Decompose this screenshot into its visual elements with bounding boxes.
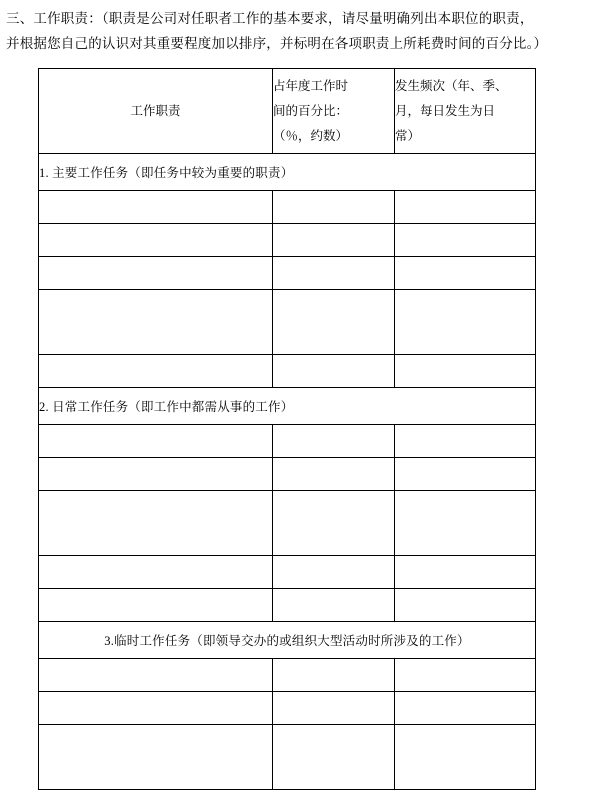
cell-percent[interactable]	[273, 425, 395, 458]
job-duties-table	[38, 68, 536, 790]
cell-percent[interactable]	[273, 257, 395, 290]
cell-frequency[interactable]	[395, 692, 536, 725]
cell-duty[interactable]	[39, 290, 273, 355]
cell-frequency[interactable]	[395, 191, 536, 224]
cell-duty[interactable]	[39, 224, 273, 257]
cell-duty[interactable]	[39, 692, 273, 725]
section-label-main: 1. 主要工作任务（即任务中较为重要的职责）	[39, 154, 536, 191]
table-row[interactable]	[39, 290, 536, 355]
section-header-row-temporary	[39, 622, 536, 659]
intro-line-1: 三、工作职责：（职责是公司对任职者工作的基本要求，请尽量明确列出本职位的职责，	[6, 11, 534, 26]
cell-duty[interactable]	[39, 257, 273, 290]
cell-duty[interactable]	[39, 556, 273, 589]
cell-duty[interactable]	[39, 589, 273, 622]
cell-duty[interactable]	[39, 458, 273, 491]
cell-percent[interactable]	[273, 355, 395, 388]
cell-frequency[interactable]	[395, 290, 536, 355]
cell-frequency[interactable]	[395, 425, 536, 458]
cell-duty[interactable]	[39, 191, 273, 224]
table-row[interactable]	[39, 191, 536, 224]
header-cell-frequency	[395, 69, 536, 154]
cell-duty[interactable]	[39, 725, 273, 790]
table-row[interactable]	[39, 556, 536, 589]
section-label-daily: 2. 日常工作任务（即工作中都需从事的工作）	[39, 388, 536, 425]
cell-frequency[interactable]	[395, 491, 536, 556]
table-row[interactable]	[39, 257, 536, 290]
table-row[interactable]	[39, 425, 536, 458]
cell-percent[interactable]	[273, 224, 395, 257]
header-percent-line-3: （％，约数）	[273, 128, 349, 143]
cell-percent[interactable]	[273, 659, 395, 692]
header-percent-line-2: 间的百分比：	[273, 103, 349, 118]
cell-percent[interactable]	[273, 290, 395, 355]
cell-frequency[interactable]	[395, 224, 536, 257]
table-row[interactable]	[39, 589, 536, 622]
cell-frequency[interactable]	[395, 589, 536, 622]
cell-percent[interactable]	[273, 556, 395, 589]
header-percent-line-1: 占年度工作时	[273, 78, 349, 93]
page-footer	[38, 784, 568, 804]
table-row[interactable]	[39, 355, 536, 388]
section-header-row-daily	[39, 388, 536, 425]
header-frequency-line-3: 常）	[395, 128, 421, 143]
header-frequency-line-1: 发生频次（年、季、	[395, 78, 508, 93]
cell-duty[interactable]	[39, 659, 273, 692]
table-row[interactable]	[39, 491, 536, 556]
table-row[interactable]	[39, 224, 536, 257]
section-intro	[6, 6, 606, 56]
cell-duty[interactable]	[39, 491, 273, 556]
cell-percent[interactable]	[273, 725, 395, 790]
cell-percent[interactable]	[273, 191, 395, 224]
cell-frequency[interactable]	[395, 556, 536, 589]
cell-frequency[interactable]	[395, 725, 536, 790]
cell-frequency[interactable]	[395, 355, 536, 388]
cell-frequency[interactable]	[395, 659, 536, 692]
cell-percent[interactable]	[273, 458, 395, 491]
table-header-row	[39, 69, 536, 154]
header-cell-duty: 工作职责	[39, 69, 273, 154]
cell-percent[interactable]	[273, 491, 395, 556]
section-label-temporary: 3.临时工作任务（即领导交办的或组织大型活动时所涉及的工作）	[39, 622, 536, 659]
table-row[interactable]	[39, 458, 536, 491]
cell-duty[interactable]	[39, 425, 273, 458]
header-cell-percent	[273, 69, 395, 154]
intro-line-2: 并根据您自己的认识对其重要程度加以排序，并标明在各项职责上所耗费时间的百分比。）	[6, 36, 548, 51]
table-row[interactable]	[39, 659, 536, 692]
section-header-row-main	[39, 154, 536, 191]
table-row[interactable]	[39, 725, 536, 790]
cell-frequency[interactable]	[395, 257, 536, 290]
header-frequency-line-2: 月，每日发生为日	[395, 103, 496, 118]
cell-frequency[interactable]	[395, 458, 536, 491]
cell-percent[interactable]	[273, 589, 395, 622]
table-row[interactable]	[39, 692, 536, 725]
cell-duty[interactable]	[39, 355, 273, 388]
cell-percent[interactable]	[273, 692, 395, 725]
